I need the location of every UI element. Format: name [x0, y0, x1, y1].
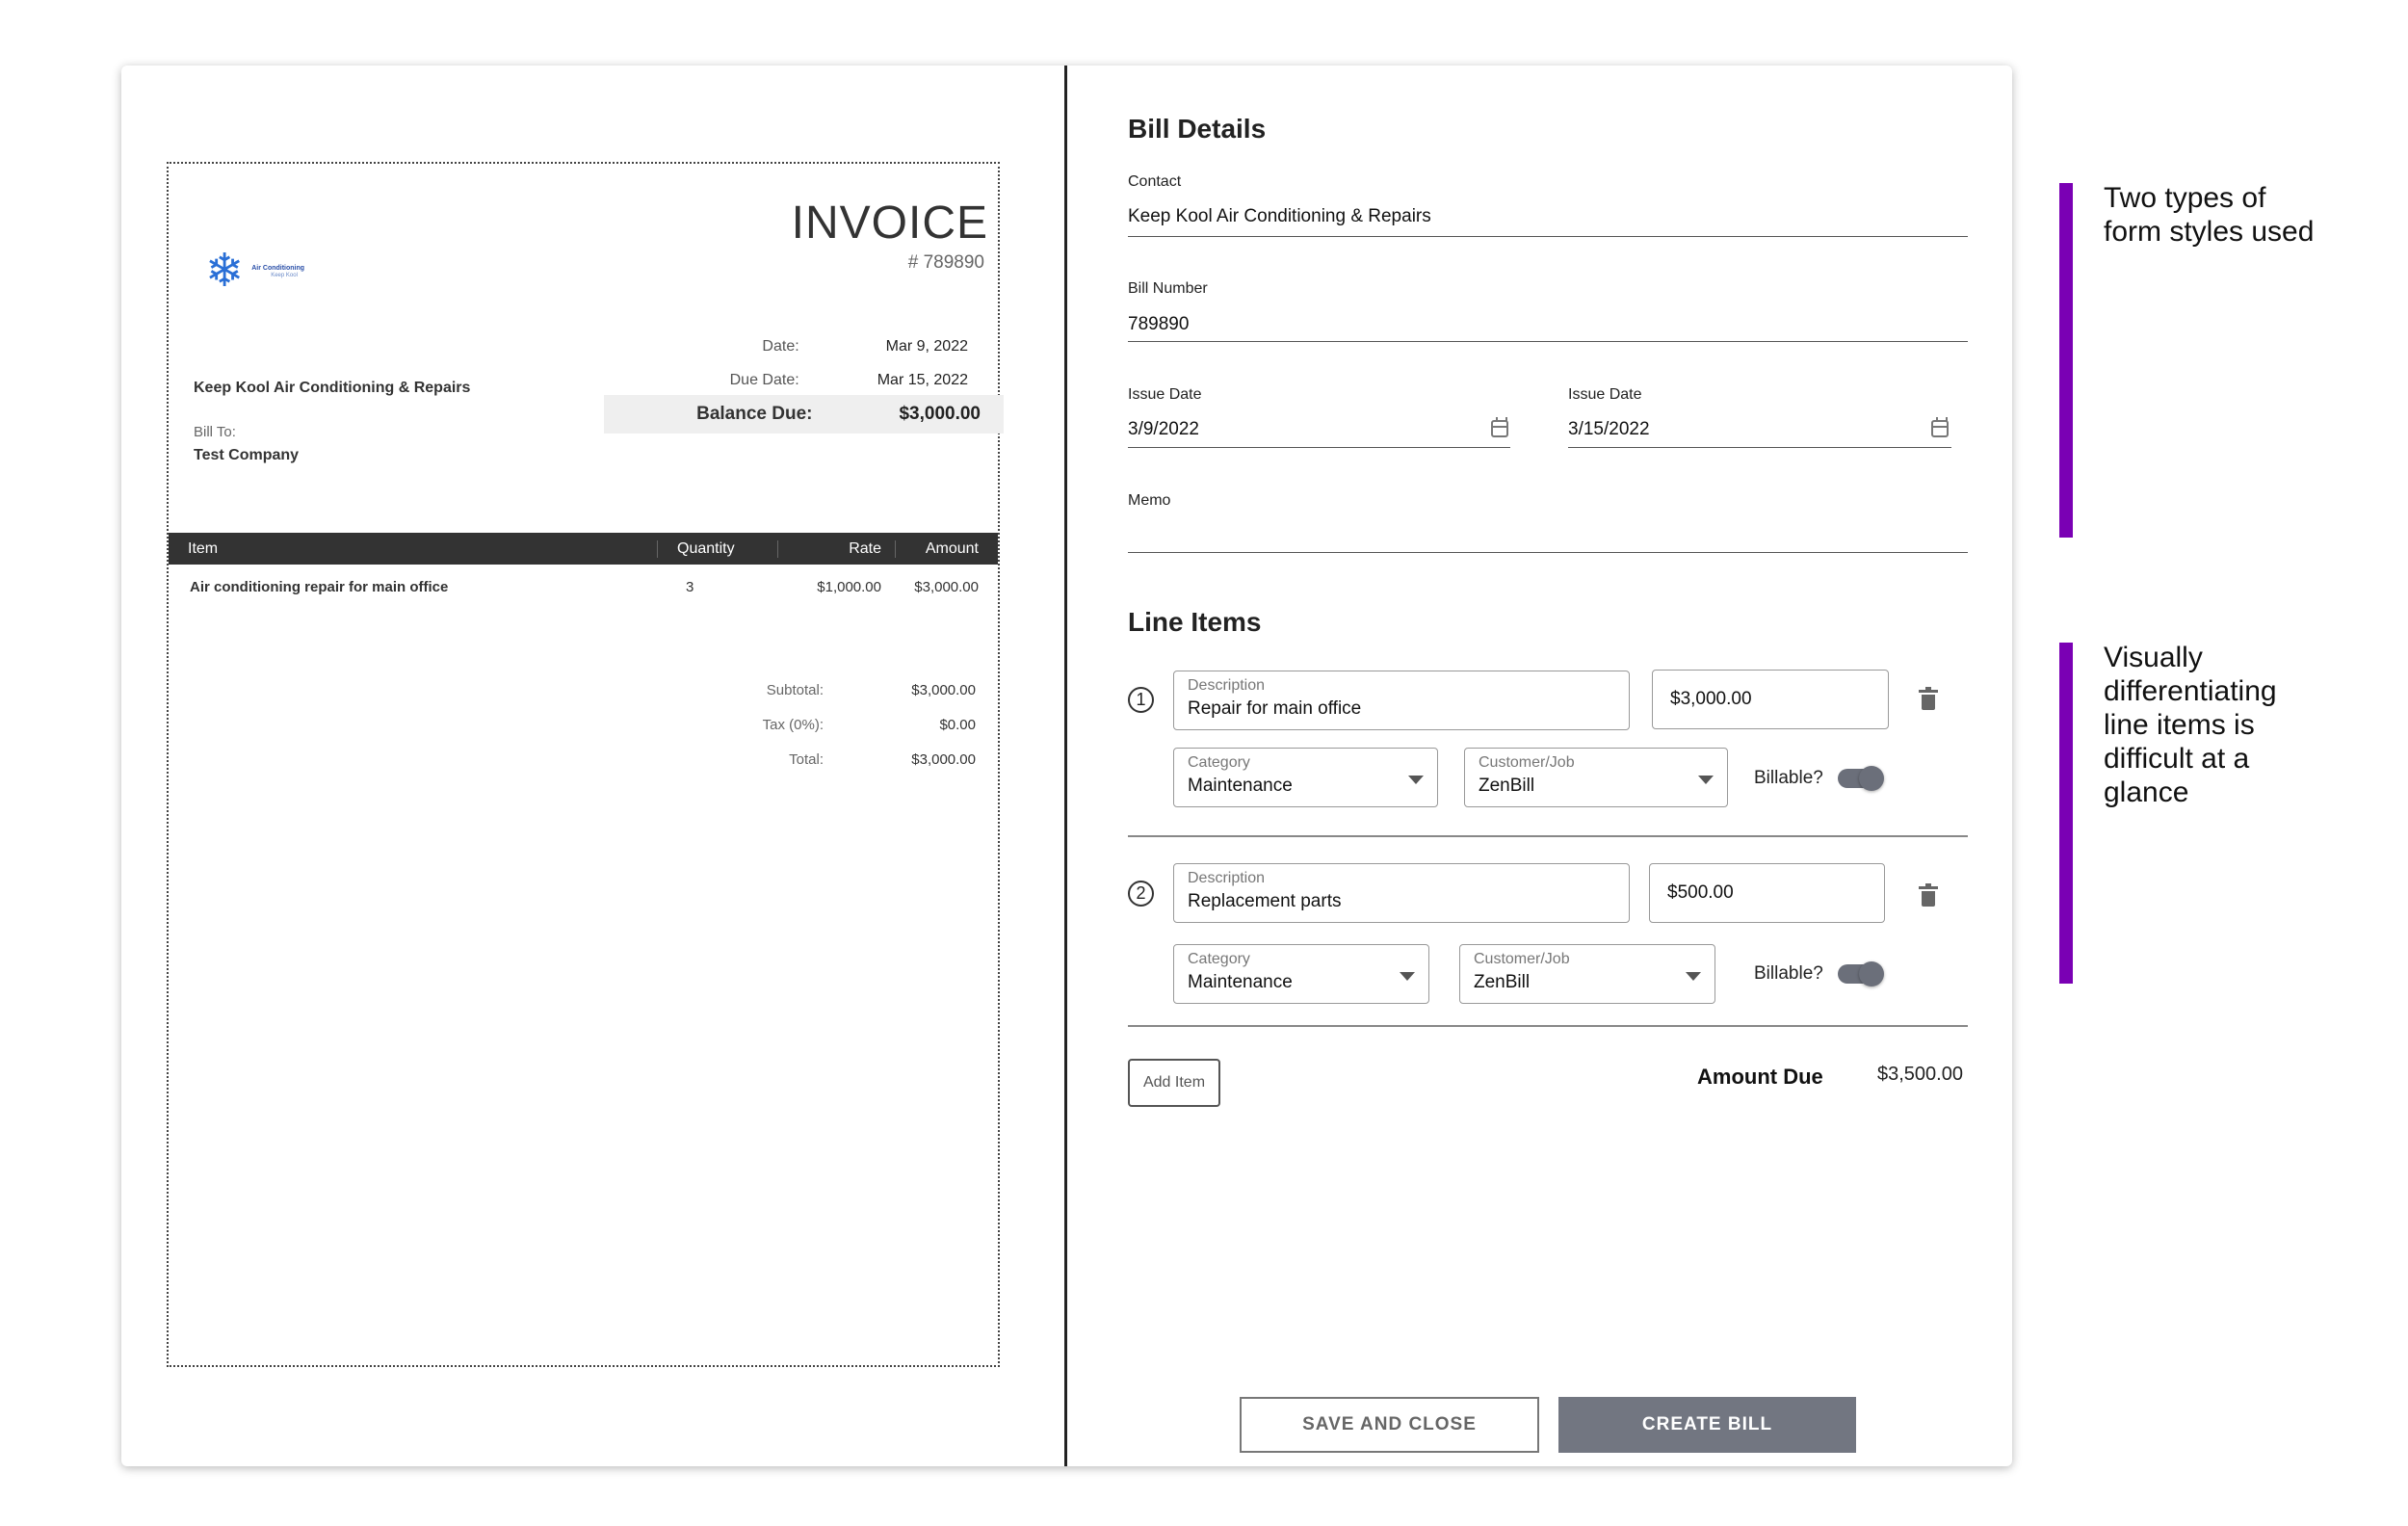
invoice-vendor: Keep Kool Air Conditioning & Repairs [194, 380, 471, 396]
description-field[interactable] [1173, 671, 1630, 730]
issue-date-underline [1128, 447, 1510, 448]
bill-number-label: Bill Number [1128, 280, 1208, 297]
billable-label: Billable? [1754, 768, 1823, 788]
chevron-down-icon [1686, 972, 1701, 981]
category-label: Category [1188, 754, 1250, 771]
bill-number-field[interactable]: 789890 [1128, 314, 1190, 334]
memo-field[interactable] [1128, 523, 1968, 548]
calendar-icon[interactable] [1931, 420, 1949, 437]
subtotal-value: $3,000.00 [911, 681, 976, 698]
invoice-totals [669, 672, 997, 776]
description-field[interactable] [1173, 863, 1630, 923]
tax-row [669, 707, 997, 742]
invoice-date-row [604, 329, 989, 363]
invoice-preview [167, 162, 1000, 1367]
save-and-close-button[interactable]: SAVE AND CLOSE [1240, 1397, 1539, 1453]
tax-label: Tax (0%): [762, 716, 824, 733]
issue-date-field[interactable]: 3/9/2022 [1128, 419, 1199, 439]
bill-details-heading: Bill Details [1128, 114, 1267, 144]
billable-toggle[interactable] [1838, 964, 1882, 984]
total-value: $3,000.00 [911, 750, 976, 768]
balance-due-row [604, 395, 1004, 434]
customer-job-value: ZenBill [1479, 776, 1535, 796]
bill-number-underline [1128, 341, 1968, 342]
column-amount: Amount [895, 540, 998, 558]
customer-job-value: ZenBill [1474, 972, 1531, 992]
trash-icon[interactable] [1922, 891, 1935, 907]
description-value: Repair for main office [1188, 698, 1362, 719]
due-date-label: Due Date: [729, 371, 799, 388]
tax-value: $0.00 [939, 716, 976, 733]
line-amount-value: $500.00 [1667, 882, 1734, 903]
bill-details-form [1128, 66, 1966, 1466]
date-label: Date: [762, 337, 799, 355]
trash-icon[interactable] [1922, 695, 1935, 710]
column-rate: Rate [777, 540, 895, 558]
vendor-logo [205, 246, 305, 297]
billable-toggle[interactable] [1838, 769, 1882, 788]
line-item-number: 1 [1128, 687, 1154, 713]
row-quantity: 3 [686, 578, 694, 595]
balance-due-value: $3,000.00 [899, 404, 981, 424]
chevron-down-icon [1408, 776, 1424, 784]
row-item: Air conditioning repair for main office [190, 578, 449, 595]
table-row [169, 572, 998, 601]
description-label: Description [1188, 870, 1266, 886]
category-select[interactable] [1173, 748, 1438, 807]
annotation-bar [2059, 183, 2073, 538]
column-item: Item [188, 539, 219, 557]
billable-label: Billable? [1754, 963, 1823, 984]
due-date-value: Mar 15, 2022 [877, 371, 968, 388]
panel-divider [1064, 66, 1067, 1466]
customer-job-select[interactable] [1464, 748, 1728, 807]
total-row [669, 742, 997, 776]
annotation-note: Two types of form styles used [2104, 182, 2315, 248]
category-value: Maintenance [1188, 776, 1293, 796]
description-label: Description [1188, 677, 1266, 694]
invoice-due-row [604, 363, 989, 397]
bill-to-value: Test Company [194, 447, 300, 463]
subtotal-label: Subtotal: [766, 681, 824, 698]
memo-label: Memo [1128, 492, 1171, 509]
contact-underline [1128, 236, 1968, 237]
invoice-table-header [169, 533, 998, 565]
customer-job-select[interactable] [1459, 944, 1715, 1004]
bill-to-label: Bill To: [194, 424, 236, 440]
category-label: Category [1188, 951, 1250, 967]
description-value: Replacement parts [1188, 891, 1342, 911]
snowflake-logo-icon: ❄ [205, 246, 245, 297]
line-item-number: 2 [1128, 881, 1154, 907]
amount-due-value: $3,500.00 [1877, 1064, 1963, 1085]
issue-date-2-label: Issue Date [1568, 386, 1642, 403]
calendar-icon[interactable] [1491, 420, 1508, 437]
toggle-knob [1859, 766, 1884, 791]
amount-due-label: Amount Due [1697, 1065, 1823, 1089]
row-rate: $1,000.00 [817, 578, 881, 595]
line-item-separator [1128, 1025, 1968, 1027]
bill-entry-window [121, 66, 2012, 1466]
line-amount-field[interactable] [1649, 863, 1885, 923]
invoice-number: # 789890 [907, 252, 984, 273]
date-value: Mar 9, 2022 [885, 337, 968, 355]
invoice-meta [604, 329, 989, 397]
annotation-note: Visually differentiating line items is difficult at a glance [2104, 642, 2277, 808]
line-item-separator [1128, 835, 1968, 837]
logo-line1: Air Conditioning [251, 265, 305, 272]
customer-job-label: Customer/Job [1479, 754, 1575, 771]
balance-due-label: Balance Due: [696, 404, 813, 424]
row-amount: $3,000.00 [914, 578, 979, 595]
contact-label: Contact [1128, 173, 1182, 190]
column-quantity: Quantity [657, 540, 777, 558]
issue-date-2-field[interactable]: 3/15/2022 [1568, 419, 1650, 439]
total-label: Total: [789, 750, 824, 768]
line-amount-field[interactable] [1652, 670, 1889, 729]
memo-underline [1128, 552, 1968, 553]
category-value: Maintenance [1188, 972, 1293, 992]
issue-date-label: Issue Date [1128, 386, 1202, 403]
toggle-knob [1859, 961, 1884, 987]
logo-line2: Keep Kool [271, 273, 298, 278]
line-amount-value: $3,000.00 [1670, 689, 1752, 709]
create-bill-button[interactable]: CREATE BILL [1558, 1397, 1856, 1453]
category-select[interactable] [1173, 944, 1429, 1004]
contact-field[interactable]: Keep Kool Air Conditioning & Repairs [1128, 206, 1431, 226]
customer-job-label: Customer/Job [1474, 951, 1570, 967]
invoice-title: INVOICE [791, 197, 988, 249]
line-items-heading: Line Items [1128, 607, 1262, 637]
subtotal-row [669, 672, 997, 707]
chevron-down-icon [1400, 972, 1415, 981]
issue-date-2-underline [1568, 447, 1951, 448]
annotation-bar [2059, 643, 2073, 984]
add-item-button[interactable]: Add Item [1128, 1059, 1220, 1107]
chevron-down-icon [1698, 776, 1714, 784]
